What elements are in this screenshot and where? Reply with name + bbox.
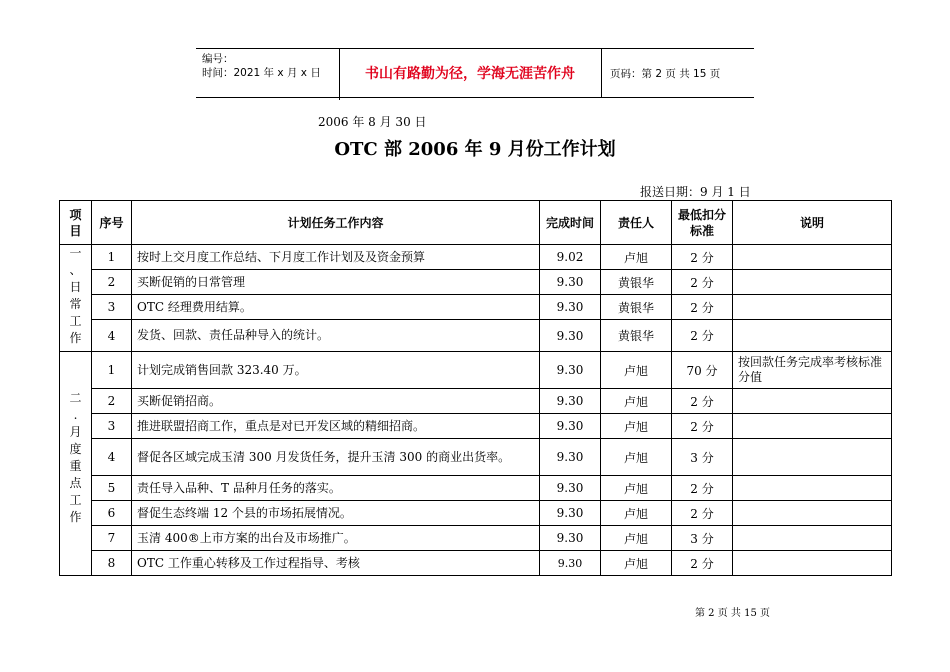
owner-cell: 卢旭 <box>601 352 672 389</box>
done-cell: 9.30 <box>540 270 601 295</box>
done-cell: 9.30 <box>540 389 601 414</box>
seq-cell: 4 <box>92 320 132 352</box>
content-cell: OTC 工作重心转移及工作过程指导、考核 <box>132 551 540 576</box>
content-cell: 督促生态终端 12 个县的市场拓展情况。 <box>132 501 540 526</box>
work-plan-table <box>59 200 892 576</box>
table-row <box>60 526 892 551</box>
done-cell: 9.30 <box>540 295 601 320</box>
seq-cell: 6 <box>92 501 132 526</box>
table-row <box>60 352 892 389</box>
seq-cell: 2 <box>92 389 132 414</box>
table-row <box>60 295 892 320</box>
note-cell <box>733 414 892 439</box>
time-label: 时间：2021 年 x 月 x 日 <box>202 67 321 79</box>
done-cell: 9.30 <box>540 476 601 501</box>
header-meta <box>196 49 340 100</box>
content-cell: 按时上交月度工作总结、下月度工作计划及及资金预算 <box>132 245 540 270</box>
content-cell: 责任导入品种、T 品种月任务的落实。 <box>132 476 540 501</box>
note-cell <box>733 551 892 576</box>
table-row <box>60 501 892 526</box>
number-label: 编号： <box>202 53 234 65</box>
owner-cell: 黄银华 <box>601 295 672 320</box>
note-cell: 按回款任务完成率考核标准分值 <box>733 352 892 389</box>
min-cell: 3 分 <box>672 526 733 551</box>
seq-cell: 7 <box>92 526 132 551</box>
note-cell <box>733 439 892 476</box>
owner-cell: 卢旭 <box>601 501 672 526</box>
owner-cell: 卢旭 <box>601 551 672 576</box>
section-label-daily: 一 、 日 常 工 作 <box>60 245 92 352</box>
min-cell: 2 分 <box>672 414 733 439</box>
note-cell <box>733 270 892 295</box>
content-cell: 推进联盟招商工作，重点是对已开发区域的精细招商。 <box>132 414 540 439</box>
min-cell: 2 分 <box>672 389 733 414</box>
note-cell <box>733 320 892 352</box>
header-done-time: 完成时间 <box>540 201 601 245</box>
done-cell: 9.30 <box>540 414 601 439</box>
min-cell: 2 分 <box>672 245 733 270</box>
content-cell: 买断促销的日常管理 <box>132 270 540 295</box>
report-date: 报送日期：9 月 1 日 <box>640 185 751 199</box>
note-cell <box>733 476 892 501</box>
min-cell: 2 分 <box>672 320 733 352</box>
seq-cell: 1 <box>92 245 132 270</box>
owner-cell: 卢旭 <box>601 245 672 270</box>
seq-cell: 4 <box>92 439 132 476</box>
table-row <box>60 551 892 576</box>
table-row <box>60 245 892 270</box>
done-cell: 9.30 <box>540 501 601 526</box>
header-content: 计划任务工作内容 <box>132 201 540 245</box>
page-title: OTC 部 2006 年 9 月份工作计划 <box>334 139 616 160</box>
min-cell: 2 分 <box>672 270 733 295</box>
min-cell: 2 分 <box>672 476 733 501</box>
header-owner: 责任人 <box>601 201 672 245</box>
seq-cell: 1 <box>92 352 132 389</box>
done-cell: 9.02 <box>540 245 601 270</box>
page-footer: 第 2 页 共 15 页 <box>695 608 770 619</box>
seq-cell: 8 <box>92 551 132 576</box>
min-cell: 70 分 <box>672 352 733 389</box>
owner-cell: 卢旭 <box>601 476 672 501</box>
table-row <box>60 439 892 476</box>
content-cell: 买断促销招商。 <box>132 389 540 414</box>
content-cell: 玉清 400®上市方案的出台及市场推广。 <box>132 526 540 551</box>
header-note: 说明 <box>733 201 892 245</box>
table-row <box>60 270 892 295</box>
min-cell: 3 分 <box>672 439 733 476</box>
content-cell: 督促各区域完成玉清 300 月发货任务，提升玉清 300 的商业出货率。 <box>132 439 540 476</box>
content-cell: 计划完成销售回款 323.40 万。 <box>132 352 540 389</box>
table-header-row <box>60 201 892 245</box>
note-cell <box>733 389 892 414</box>
done-cell: 9.30 <box>540 320 601 352</box>
done-cell: 9.30 <box>540 439 601 476</box>
note-cell <box>733 501 892 526</box>
done-cell: 9.30 <box>540 526 601 551</box>
min-cell: 2 分 <box>672 551 733 576</box>
owner-cell: 黄银华 <box>601 320 672 352</box>
header-item: 项目 <box>60 201 92 245</box>
owner-cell: 卢旭 <box>601 414 672 439</box>
header-seq: 序号 <box>92 201 132 245</box>
table-row <box>60 476 892 501</box>
page-header <box>196 48 754 98</box>
done-cell: 9.30 <box>540 352 601 389</box>
note-cell <box>733 295 892 320</box>
header-motto: 书山有路勤为径，学海无涯苦作舟 <box>339 49 602 97</box>
seq-cell: 2 <box>92 270 132 295</box>
document-date: 2006 年 8 月 30 日 <box>318 115 427 129</box>
note-cell <box>733 245 892 270</box>
owner-cell: 黄银华 <box>601 270 672 295</box>
seq-cell: 5 <box>92 476 132 501</box>
owner-cell: 卢旭 <box>601 526 672 551</box>
done-cell: 9.30 <box>540 551 601 576</box>
content-cell: 发货、回款、责任品种导入的统计。 <box>132 320 540 352</box>
header-page-info: 页码：第 2 页 共 15 页 <box>610 67 721 80</box>
section-label-monthly: 二 . 月 度 重 点 工 作 <box>60 352 92 576</box>
seq-cell: 3 <box>92 414 132 439</box>
table-row <box>60 389 892 414</box>
seq-cell: 3 <box>92 295 132 320</box>
owner-cell: 卢旭 <box>601 389 672 414</box>
min-cell: 2 分 <box>672 501 733 526</box>
table-row <box>60 414 892 439</box>
min-cell: 2 分 <box>672 295 733 320</box>
header-min-deduction: 最低扣分标准 <box>672 201 733 245</box>
note-cell <box>733 526 892 551</box>
owner-cell: 卢旭 <box>601 439 672 476</box>
table-row <box>60 320 892 352</box>
content-cell: OTC 经理费用结算。 <box>132 295 540 320</box>
